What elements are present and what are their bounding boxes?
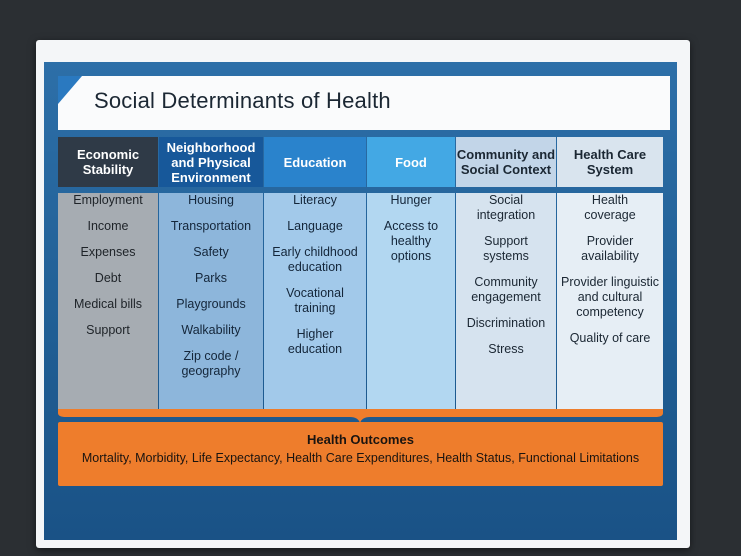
page-title: Social Determinants of Health [94,88,391,113]
list-item: Expenses [80,245,136,259]
column-community [456,137,556,409]
column-header: Neighborhood and Physical Environment [159,137,263,187]
health-outcomes-box [58,422,663,486]
list-item: Housing [188,193,234,207]
column-body [456,193,556,409]
list-item: Support systems [483,234,529,263]
list-item: Hunger [390,193,432,207]
column-body [159,193,263,409]
list-item: Literacy [293,193,337,207]
list-item: Social integration [476,193,536,222]
column-header: Education [264,137,366,187]
list-item: Stress [488,342,524,356]
list-item: Provider linguistic and cultural competency [561,275,659,319]
column-body [557,193,663,409]
list-item: Transportation [170,219,252,233]
list-item: Discrimination [466,316,546,330]
list-item: Walkability [181,323,241,337]
list-item: Debt [94,271,122,285]
list-item: Access to healthy options [383,219,439,263]
column-header: Community and Social Context [456,137,556,187]
column-economic-stability [58,137,158,409]
list-item: Higher education [287,327,343,356]
column-education [264,137,366,409]
list-item: Health coverage [584,193,636,222]
list-item: Language [287,219,343,233]
column-food [367,137,455,409]
outcomes-text: Mortality, Morbidity, Life Expectancy, Health Care Expenditures, Health Status, Functional Limitations [81,451,640,465]
list-item: Provider availability [581,234,639,263]
list-item: Income [87,219,129,233]
column-header: Economic Stability [58,137,158,187]
list-item: Vocational training [286,286,344,315]
list-item: Early childhood education [272,245,358,274]
column-body [367,193,455,409]
column-header: Food [367,137,455,187]
column-health-care [557,137,663,409]
column-body [264,193,366,409]
column-neighborhood [159,137,263,409]
list-item: Parks [195,271,227,285]
title-accent-icon [58,76,82,104]
list-item: Employment [73,193,143,207]
column-body [58,193,158,409]
list-item: Medical bills [73,297,143,311]
list-item: Safety [193,245,229,259]
column-header: Health Care System [557,137,663,187]
list-item: Playgrounds [176,297,246,311]
outcomes-title: Health Outcomes [307,432,414,447]
list-item: Support [86,323,130,337]
list-item: Community engagement [471,275,541,304]
slide [44,62,677,540]
list-item: Quality of care [569,331,651,345]
list-item: Zip code / geography [181,349,241,378]
